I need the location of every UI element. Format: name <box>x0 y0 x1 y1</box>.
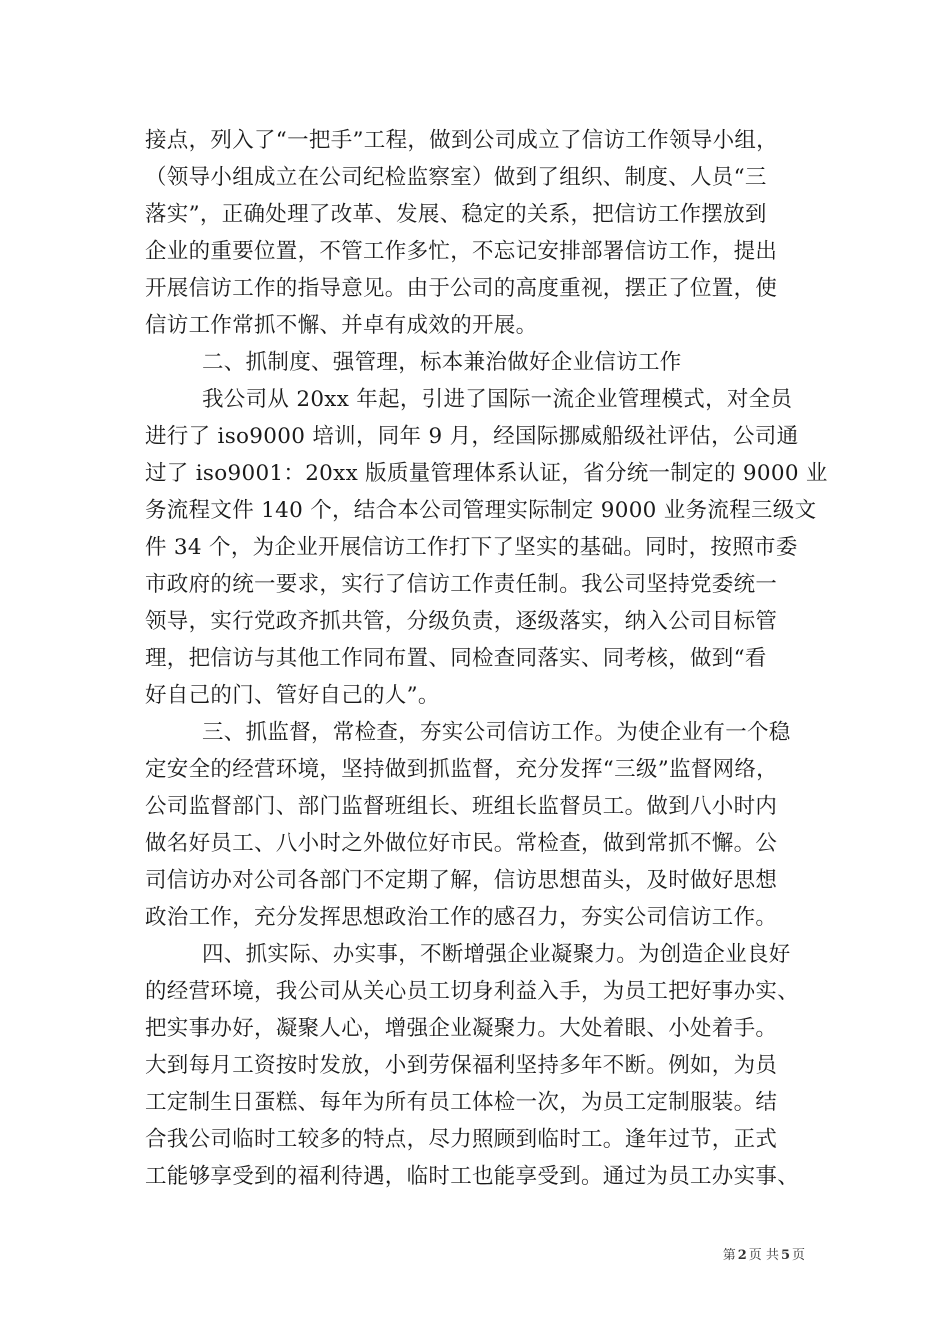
text-line: 公司监督部门、部门监督班组长、班组长监督员工。做到八小时内 <box>145 794 778 819</box>
text-line: 务流程文件 140 个，结合本公司管理实际制定 9000 业务流程三级文 <box>145 498 817 523</box>
text-line: 开展信访工作的指导意见。由于公司的高度重视，摆正了位置，使 <box>145 276 778 301</box>
footer-middle: 页 共 <box>748 1248 779 1263</box>
section-heading: 二、抓制度、强管理，标本兼治做好企业信访工作 <box>202 350 682 375</box>
text-line: （领导小组成立在公司纪检监察室）做到了组织、制度、人员“三 <box>145 165 767 190</box>
text-line: 进行了 iso9000 培训，同年 9 月，经国际挪威船级社评估，公司通 <box>145 424 799 449</box>
text-line: 接点，列入了“一把手”工程，做到公司成立了信访工作领导小组， <box>145 128 778 153</box>
text-line: 工能够享受到的福利待遇，临时工也能享受到。通过为员工办实事、 <box>145 1164 800 1189</box>
text-line: 定安全的经营环境，坚持做到抓监督，充分发挥“三级”监督网络， <box>145 757 778 782</box>
page-number-footer <box>723 1248 805 1264</box>
text-line: 领导，实行党政齐抓共管，分级负责，逐级落实，纳入公司目标管 <box>145 609 778 634</box>
text-line: 的经营环境，我公司从关心员工切身利益入手，为员工把好事办实、 <box>145 979 800 1004</box>
text-line: 落实”，正确处理了改革、发展、稳定的关系，把信访工作摆放到 <box>145 202 767 227</box>
text-line: 把实事办好，凝聚人心，增强企业凝聚力。大处着眼、小处着手。 <box>145 1016 778 1041</box>
text-line: 过了 iso9001：20xx 版质量管理体系认证，省分统一制定的 9000 业 <box>145 461 828 486</box>
current-page-number: 2 <box>737 1248 747 1263</box>
text-line: 好自己的门、管好自己的人”。 <box>145 683 440 708</box>
text-line: 件 34 个，为企业开展信访工作打下了坚实的基础。同时，按照市委 <box>145 535 798 560</box>
text-line: 四、抓实际、办实事，不断增强企业凝聚力。为创造企业良好 <box>202 942 791 967</box>
text-line: 我公司从 20xx 年起，引进了国际一流企业管理模式，对全员 <box>202 387 793 412</box>
document-body <box>145 122 828 1195</box>
text-line: 合我公司临时工较多的特点，尽力照顾到临时工。逢年过节，正式 <box>145 1127 778 1152</box>
text-line: 政治工作，充分发挥思想政治工作的感召力，夯实公司信访工作。 <box>145 905 778 930</box>
footer-prefix: 第 <box>722 1248 736 1263</box>
text-line: 企业的重要位置，不管工作多忙，不忘记安排部署信访工作，提出 <box>145 239 778 264</box>
text-line: 市政府的统一要求，实行了信访工作责任制。我公司坚持党委统一 <box>145 572 778 597</box>
text-line: 理，把信访与其他工作同布置、同检查同落实、同考核，做到“看 <box>145 646 767 671</box>
total-page-number: 5 <box>780 1248 790 1263</box>
text-line: 做名好员工、八小时之外做位好市民。常检查，做到常抓不懈。公 <box>145 831 778 856</box>
text-line: 司信访办对公司各部门不定期了解，信访思想苗头，及时做好思想 <box>145 868 778 893</box>
text-line: 三、抓监督，常检查，夯实公司信访工作。为使企业有一个稳 <box>202 720 791 745</box>
text-line: 信访工作常抓不懈、并卓有成效的开展。 <box>145 313 538 338</box>
footer-suffix: 页 <box>791 1248 805 1263</box>
text-line: 工定制生日蛋糕、每年为所有员工体检一次，为员工定制服装。结 <box>145 1090 778 1115</box>
text-line: 大到每月工资按时发放，小到劳保福利坚持多年不断。例如，为员 <box>145 1053 778 1078</box>
